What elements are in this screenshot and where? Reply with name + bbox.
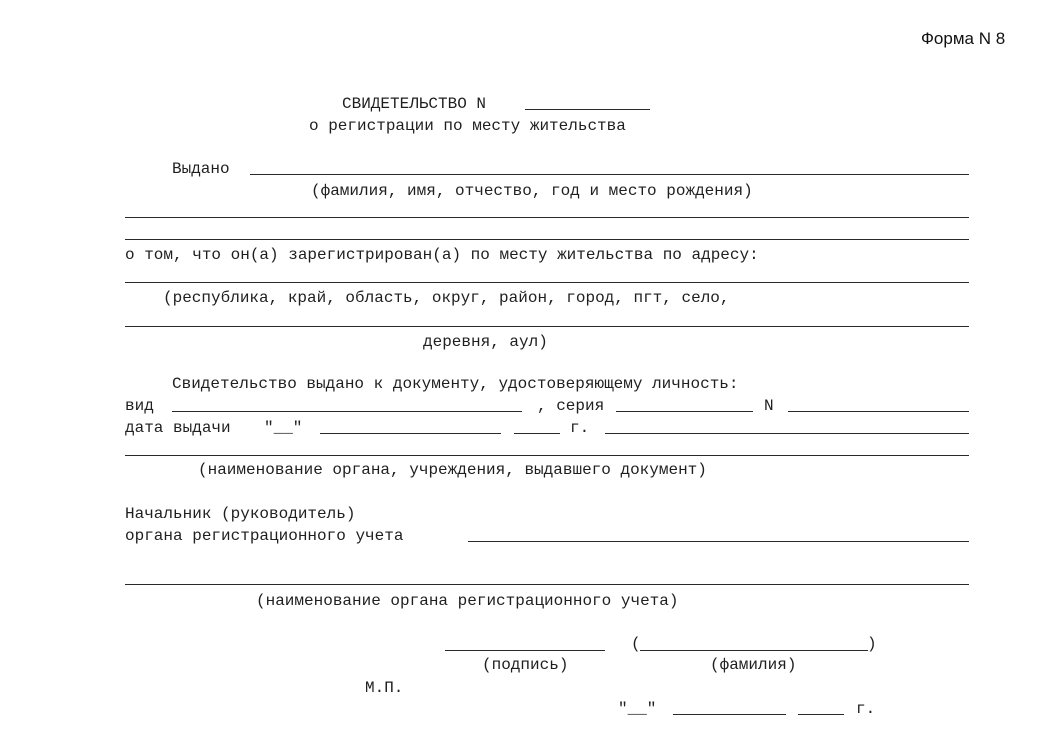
issued-to-line-2[interactable]	[125, 217, 969, 218]
issued-to-hint: (фамилия, имя, отчество, год и место рождения)	[311, 182, 753, 200]
document-number-label: N	[764, 397, 774, 415]
issued-to-line[interactable]	[250, 174, 969, 175]
surname-open-paren: (	[631, 635, 641, 653]
document-number-line[interactable]	[788, 411, 969, 412]
document-series-label: , серия	[537, 397, 605, 415]
issue-month-line[interactable]	[320, 433, 501, 434]
issue-day: "__"	[264, 419, 303, 437]
stamp-label: М.П.	[365, 679, 404, 697]
org-name-hint: (наименование органа регистрационного учета)	[256, 592, 679, 610]
address-hint-1: (республика, край, область, округ, район, город, пгт, село,	[163, 289, 730, 307]
issuer-line-1[interactable]	[605, 433, 969, 434]
issuer-hint: (наименование органа, учреждения, выдавшего документ)	[198, 461, 707, 479]
issued-to-line-3[interactable]	[125, 239, 969, 240]
issued-to-label: Выдано	[172, 160, 230, 178]
certificate-title: СВИДЕТЕЛЬСТВО N	[342, 95, 487, 113]
certificate-subtitle: о регистрации по месту жительства	[309, 117, 626, 135]
address-hint-2: деревня, аул)	[423, 333, 548, 351]
address-line-1[interactable]	[125, 282, 969, 283]
document-intro: Свидетельство выдано к документу, удостоверяющему личность:	[172, 375, 739, 393]
issue-year-line[interactable]	[514, 433, 560, 434]
sign-day: "__"	[618, 700, 657, 718]
sign-month-line[interactable]	[673, 714, 786, 715]
issue-year-suffix: г.	[570, 419, 590, 437]
head-name-line[interactable]	[468, 541, 969, 542]
surname-line[interactable]	[640, 650, 868, 651]
registration-text: о том, что он(а) зарегистрирован(а) по месту жительства по адресу:	[125, 246, 759, 264]
issue-date-label: дата выдачи	[125, 419, 231, 437]
document-type-line[interactable]	[172, 411, 522, 412]
signature-hint: (подпись)	[482, 656, 569, 674]
head-org-label: органа регистрационного учета	[125, 527, 404, 545]
document-series-line[interactable]	[616, 411, 753, 412]
sign-year-line[interactable]	[798, 714, 844, 715]
signature-line[interactable]	[445, 650, 605, 651]
sign-year-suffix: г.	[856, 700, 876, 718]
org-name-line[interactable]	[125, 584, 969, 585]
address-line-2[interactable]	[125, 326, 969, 327]
issuer-line-2[interactable]	[125, 455, 969, 456]
form-number-label: Форма N 8	[921, 29, 1006, 48]
head-title: Начальник (руководитель)	[125, 505, 356, 523]
surname-close-paren: )	[867, 635, 877, 653]
certificate-number-line[interactable]	[525, 109, 650, 110]
surname-hint: (фамилия)	[710, 656, 797, 674]
document-type-label: вид	[125, 397, 154, 415]
